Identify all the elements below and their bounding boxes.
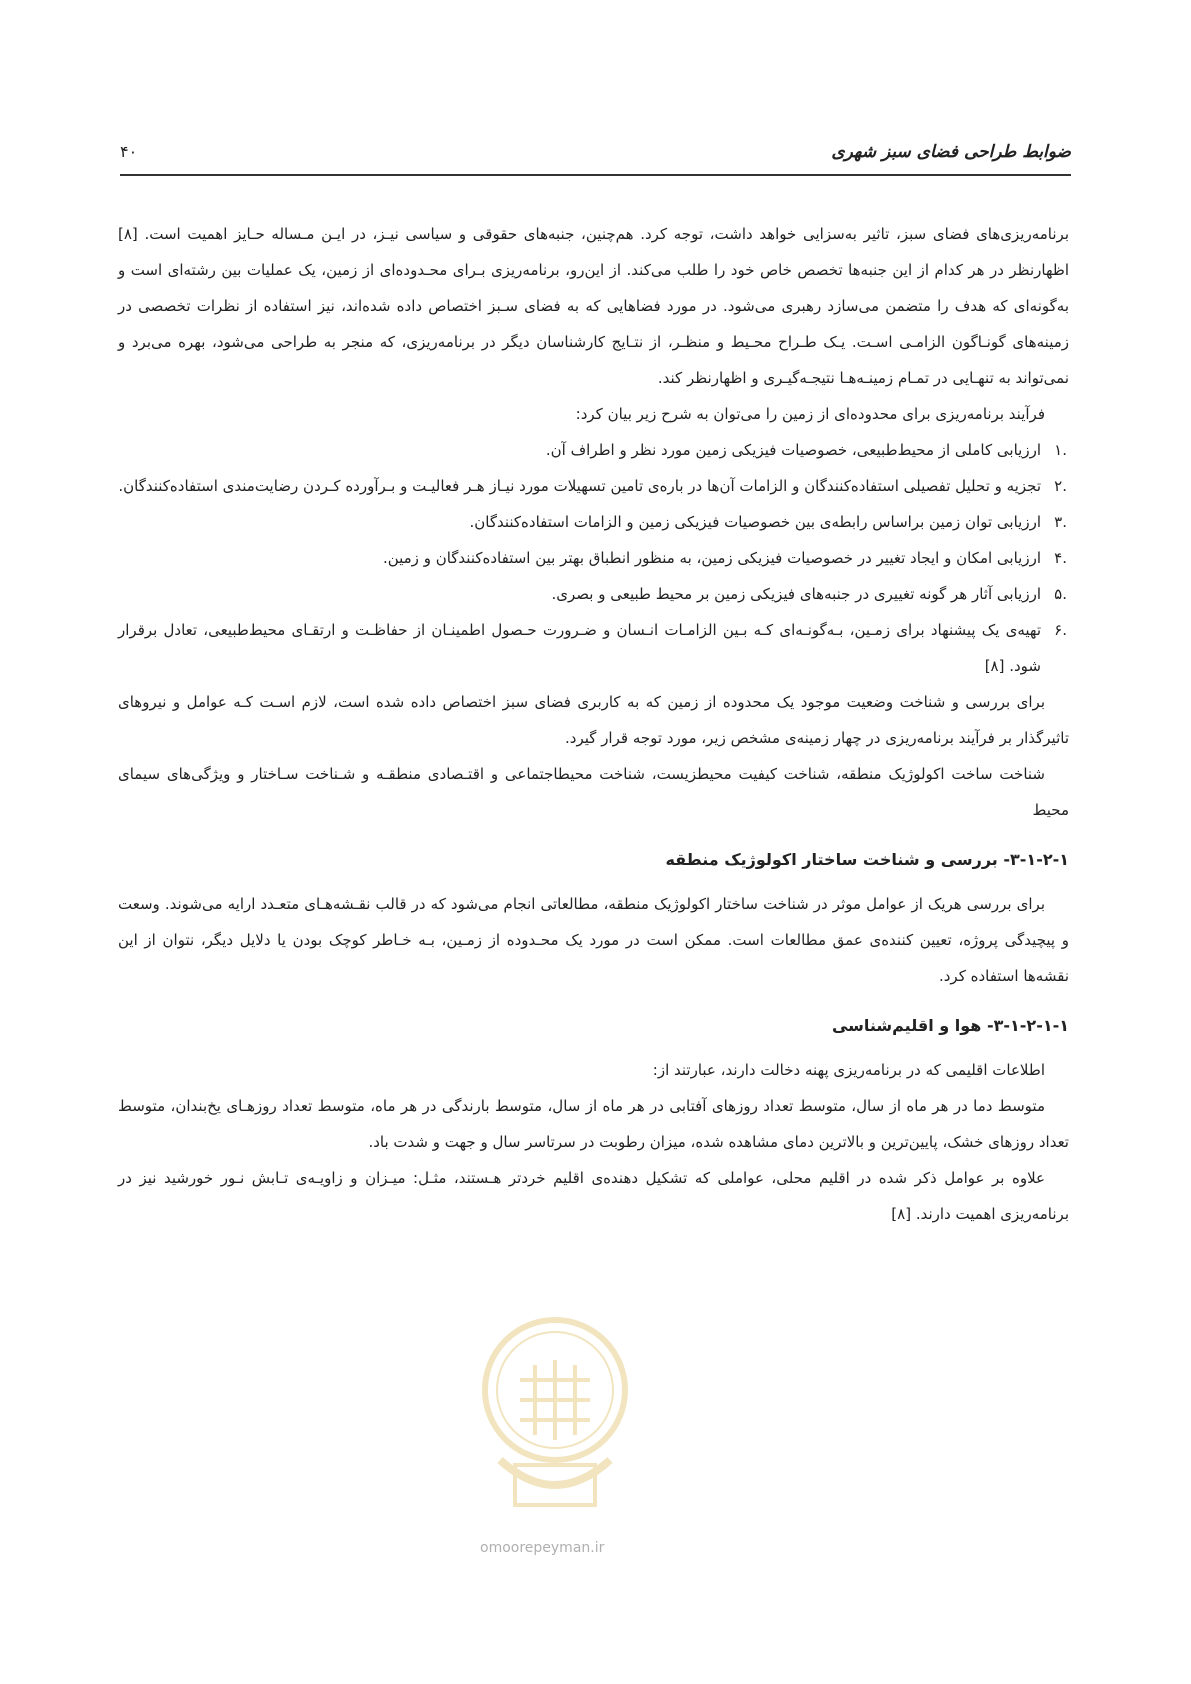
paragraph: شناخت ساخت اکولوژیک منطقه، شناخت کیفیت محیطزیست، شناخت محیطاجتماعی و اقتـصادی منطقـه و شـناخت سـاختار و ویژگی‌های سیمای محیط <box>118 765 1069 819</box>
list-number: .۴ <box>1054 549 1067 567</box>
paragraph: علاوه بر عوامل ذکر شده در اقلیم محلی، عواملی که تشکیل دهنده‌ی اقلیم خردتر هـستند، مثـل: میـزان و زاویـه‌ی تـابش نـور خورشید نیز در برنامه‌ریزی اهمیت دارند. [۸] <box>118 1169 1069 1223</box>
list-item-text: ارزیابی توان زمین براساس رابطه‌ی بین خصوصیات فیزیکی زمین و الزامات استفاده‌کنندگان. <box>469 513 1041 531</box>
list-number: .۶ <box>1054 621 1067 639</box>
list-item-text: تهیه‌ی یک پیشنهاد برای زمـین، بـه‌گونـه‌ای کـه بـین الزامـات انـسان و ضـرورت حـصول اطمینـان از حفاظـت و ارتقـای محیط‌طبیعی، تعادل برقرار شود. [۸] <box>118 621 1041 675</box>
list-item <box>118 576 1069 612</box>
numbered-list <box>118 432 1069 684</box>
paragraph: برای بررسی و شناخت وضعیت موجود یک محدوده از زمین که به کاربری فضای سبز اختصاص داده شده است، لازم اسـت کـه عوامل و نیروهای تاثیرگذار بر فرآیند برنامه‌ریزی در چهار زمینه‌ی مشخص زیر، مورد توجه قرار گیرد. <box>118 693 1069 747</box>
header-title: ضوابط طراحی فضای سبز شهری <box>831 142 1071 162</box>
list-item <box>118 540 1069 576</box>
paragraph: اطلاعات اقلیمی که در برنامه‌ریزی پهنه دخالت دارند، عبارتند از: <box>652 1061 1045 1079</box>
page-header <box>120 140 1071 176</box>
list-item-text: ارزیابی امکان و ایجاد تغییر در خصوصیات فیزیکی زمین، به منظور انطباق بهتر بین استفاده‌کنندگان و زمین. <box>382 549 1041 567</box>
list-item-text: ارزیابی کاملی از محیط‌طبیعی، خصوصیات فیزیکی زمین مورد نظر و اطراف آن. <box>545 441 1041 459</box>
list-item <box>118 504 1069 540</box>
section-heading: ۳-۱-۲-۱- بررسی و شناخت ساختار اکولوژیک منطقه <box>665 850 1069 869</box>
list-item <box>118 612 1069 684</box>
page-number: ۴۰ <box>120 142 138 161</box>
paragraph: برنامه‌ریزی‌های فضای سبز، تاثیر به‌سزایی خواهد داشت، توجه کرد. هم‌چنین، جنبه‌های حقوقی و سیاسی نیـز، در ایـن مـساله حـایز اهمیت است. [۸] اظهارنظر در هر کدام از این جنبه‌ها تخصص خاص خود را طلب می‌کند. از این‌رو، برنامه‌ریزی بـرای محـدوده‌ای از زمین، یک عملیات بین رشته‌ای است و به‌گونه‌ای که هدف را متضمن می‌سازد رهبری می‌شود. در مورد فضاهایی که به فضای سـبز اختصاص داده شده‌اند، نیز استفاده از نظرات تخصصی در زمینه‌های گونـاگون الزامـی اسـت. یـک طـراح محـیط و منظـر، از نتـایج کارشناسان دیگر در برنامه‌ریزی، که منجر به طراحی می‌شود، بهره می‌برد و نمی‌تواند به تنهـایی در تمـام زمینـه‌هـا نتیجـه‌گیـری و اظهارنظر کند. <box>118 225 1069 387</box>
subsection-heading: ۳-۱-۲-۱-۱- هوا و اقلیم‌شناسی <box>831 1016 1069 1035</box>
list-item <box>118 432 1069 468</box>
paragraph: فرآیند برنامه‌ریزی برای محدوده‌ای از زمین را می‌توان به شرح زیر بیان کرد: <box>575 405 1045 423</box>
watermark-text: omoorepeyman.ir <box>480 1540 605 1556</box>
paragraph: متوسط دما در هر ماه از سال، متوسط تعداد روزهای آفتابی در هر ماه از سال، متوسط بارندگی در هر ماه، متوسط تعداد روزهـای یخ‌بندان، متوسط تعداد روزهای خشک، پایین‌ترین و بالاترین دمای مشاهده شده، میزان رطوبت در سرتاسر سال و جهت و شدت باد. <box>118 1097 1069 1151</box>
list-number: .۲ <box>1054 477 1067 495</box>
list-item-text: تجزیه و تحلیل تفصیلی استفاده‌کنندگان و الزامات آن‌ها در باره‌ی تامین تسهیلات مورد نیـاز هـر فعالیـت و بـرآورده کـردن رضایت‌مندی استفاده‌کنندگان. <box>118 477 1041 495</box>
paragraph: برای بررسی هریک از عوامل موثر در شناخت ساختار اکولوژیک منطقه، مطالعاتی انجام می‌شود که در قالب نقـشه‌هـای متعـدد ارایه می‌شوند. وسعت و پیچیدگی پروژه، تعیین کننده‌ی عمق مطالعات است. ممکن است در مورد یک محـدوده از زمـین، بـه خـاطر کوچک بودن یا دلایل دیگر، نتوان از این نقشه‌ها استفاده کرد. <box>118 895 1069 985</box>
list-item <box>118 468 1069 504</box>
list-item-text: ارزیابی آثار هر گونه تغییری در جنبه‌های فیزیکی زمین بر محیط طبیعی و بصری. <box>551 585 1041 603</box>
list-number: .۵ <box>1054 585 1067 603</box>
list-number: .۳ <box>1054 513 1067 531</box>
list-number: .۱ <box>1054 441 1067 459</box>
page-content <box>118 216 1069 1232</box>
seal-logo-icon <box>460 1310 650 1520</box>
